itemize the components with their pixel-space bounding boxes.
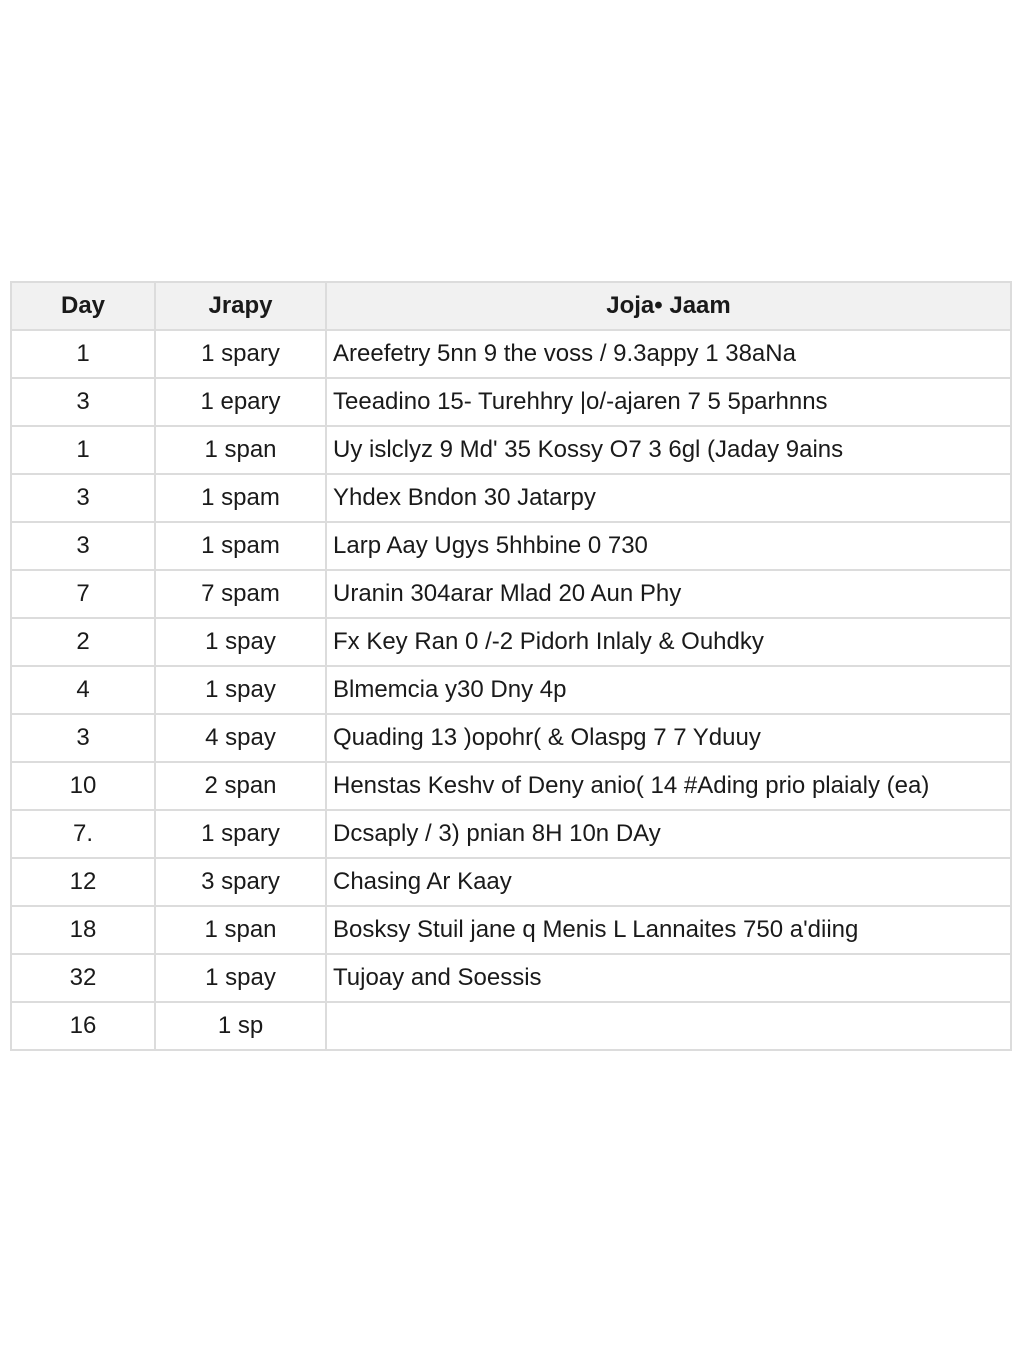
cell-day: 18	[11, 906, 155, 954]
cell-second: 1 spay	[155, 666, 326, 714]
column-header-third: Joja• Jaam	[326, 282, 1011, 330]
cell-second: 1 span	[155, 426, 326, 474]
cell-third: Areefetry 5nn 9 the voss / 9.3appy 1 38aNa	[326, 330, 1011, 378]
table-row	[11, 906, 1011, 954]
cell-second: 1 sp	[155, 1002, 326, 1050]
table-row	[11, 570, 1011, 618]
table-row	[11, 810, 1011, 858]
cell-third: Teeadino 15- Turehhry |o/-ajaren 7 5 5parhnns	[326, 378, 1011, 426]
cell-second: 4 spay	[155, 714, 326, 762]
table-row	[11, 954, 1011, 1002]
cell-day: 4	[11, 666, 155, 714]
cell-day: 16	[11, 1002, 155, 1050]
table-row	[11, 714, 1011, 762]
cell-day: 1	[11, 330, 155, 378]
cell-second: 1 spary	[155, 330, 326, 378]
cell-day: 12	[11, 858, 155, 906]
cell-day: 32	[11, 954, 155, 1002]
cell-third: Henstas Keshv of Deny anio( 14 #Ading prio plaialy (ea)	[326, 762, 1011, 810]
cell-second: 1 spay	[155, 954, 326, 1002]
cell-second: 1 spam	[155, 474, 326, 522]
table-row	[11, 378, 1011, 426]
cell-day: 3	[11, 474, 155, 522]
table-body	[11, 330, 1011, 1050]
cell-third	[326, 1002, 1011, 1050]
cell-day: 2	[11, 618, 155, 666]
cell-third: Quading 13 )opohr( & Olaspg 7 7 Yduuy	[326, 714, 1011, 762]
header-row	[11, 282, 1011, 330]
cell-day: 3	[11, 714, 155, 762]
cell-third: Uy islclyz 9 Md' 35 Kossy O7 3 6gl (Jaday 9ains	[326, 426, 1011, 474]
cell-third: Bosksy Stuil jane q Menis L Lannaites 750 a'diing	[326, 906, 1011, 954]
cell-second: 3 spary	[155, 858, 326, 906]
cell-day: 7	[11, 570, 155, 618]
cell-third: Fx Key Ran 0 /-2 Pidorh Inlaly & Ouhdky	[326, 618, 1011, 666]
cell-third: Uranin 304arar Mlad 20 Aun Phy	[326, 570, 1011, 618]
table-row	[11, 330, 1011, 378]
cell-second: 1 epary	[155, 378, 326, 426]
cell-second: 1 spay	[155, 618, 326, 666]
schedule-table-container	[10, 281, 1010, 1051]
table-row	[11, 522, 1011, 570]
cell-third: Blmemcia y30 Dny 4p	[326, 666, 1011, 714]
cell-second: 1 spary	[155, 810, 326, 858]
cell-day: 1	[11, 426, 155, 474]
table-row	[11, 1002, 1011, 1050]
cell-second: 1 spam	[155, 522, 326, 570]
column-header-second: Jrapy	[155, 282, 326, 330]
column-header-day: Day	[11, 282, 155, 330]
schedule-table	[10, 281, 1012, 1051]
cell-third: Chasing Ar Kaay	[326, 858, 1011, 906]
cell-third: Larp Aay Ugys 5hhbine 0 730	[326, 522, 1011, 570]
table-header	[11, 282, 1011, 330]
cell-day: 3	[11, 522, 155, 570]
cell-day: 3	[11, 378, 155, 426]
table-row	[11, 426, 1011, 474]
cell-day: 10	[11, 762, 155, 810]
cell-day: 7.	[11, 810, 155, 858]
table-row	[11, 762, 1011, 810]
table-row	[11, 858, 1011, 906]
cell-third: Yhdex Bndon 30 Jatarpy	[326, 474, 1011, 522]
table-row	[11, 666, 1011, 714]
cell-third: Tujoay and Soessis	[326, 954, 1011, 1002]
cell-second: 1 span	[155, 906, 326, 954]
cell-second: 2 span	[155, 762, 326, 810]
cell-second: 7 spam	[155, 570, 326, 618]
cell-third: Dcsaply / 3) pnian 8H 10n DAy	[326, 810, 1011, 858]
table-row	[11, 618, 1011, 666]
table-row	[11, 474, 1011, 522]
